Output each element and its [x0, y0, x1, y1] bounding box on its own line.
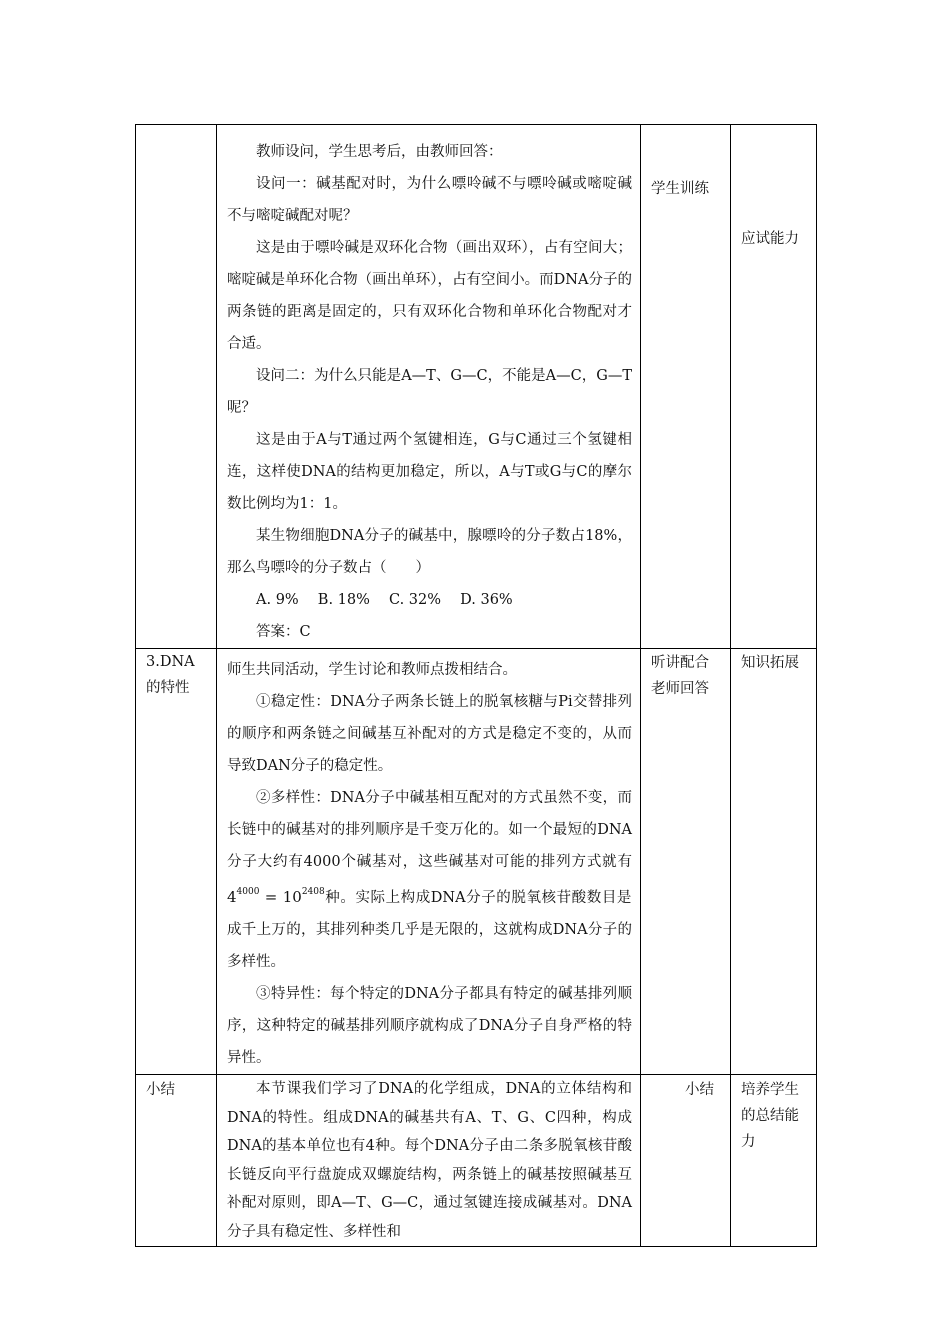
answer-options: A. 9% B. 18% C. 32% D. 36%: [256, 592, 513, 608]
row2-goal: 知识拓展: [741, 655, 799, 671]
lesson-plan-table: [135, 124, 817, 1247]
row3-goal: 培养学生的总结能力: [741, 1082, 799, 1150]
summary-paragraph: 本节课我们学习了DNA的化学组成，DNA的立体结构和DNA的特性。组成DNA的碱基共有A、T、G、C四种，构成DNA的基本单位也有4种。每个DNA分子由二条多脱氧核苷酸长链反向平行盘旋成双螺旋结构，两条链上的碱基按照碱基互补配对原则，即A—T、G—C，通过氢键连接成碱基对。DNA分子具有稳定性、多样性和: [227, 1081, 632, 1240]
table-row: [136, 1075, 817, 1247]
formula: $4^{4000} = 10^{2408}$: [227, 887, 325, 906]
paragraph: 某生物细胞DNA分子的碱基中，腺嘌呤的分子数占18%，那么鸟嘌呤的分子数占（ ）: [227, 528, 632, 576]
row1-goal-cell: [731, 125, 817, 649]
table-row: [136, 125, 817, 649]
row1-step-cell: [136, 125, 217, 649]
row1-student-activity-cell: [641, 125, 731, 649]
answer-key: 答案：C: [256, 624, 311, 640]
paragraph: 师生共同活动，学生讨论和教师点拨相结合。: [227, 662, 517, 678]
row1-goal: 应试能力: [741, 231, 799, 247]
diversity-text-b: 种。实际上构成DNA分子的脱氧核苷酸数目是成千上万的，其排列种类几乎是无限的，这就构成DNA分子的多样性。: [227, 890, 632, 970]
row3-content-cell: [217, 1075, 641, 1247]
row2-student-activity-cell: [641, 649, 731, 1075]
diversity-text-a: ②多样性：DNA分子中碱基相互配对的方式虽然不变，而长链中的碱基对的排列顺序是千变万化的。如一个最短的DNA分子大约有4000个碱基对，这些碱基对可能的排列方式就有: [227, 790, 632, 870]
specificity-paragraph: ③特异性：每个特定的DNA分子都具有特定的碱基排列顺序，这种特定的碱基排列顺序就构成了DNA分子自身严格的特异性。: [227, 986, 632, 1066]
row2-step-label: 3.DNA的特性: [146, 654, 195, 696]
paragraph: 教师设问，学生思考后，由教师回答：: [256, 144, 503, 160]
row2-goal-cell: [731, 649, 817, 1075]
paragraph: 设问二：为什么只能是A—T、G—C，不能是A—C，G—T呢？: [227, 368, 632, 416]
row2-student-activity: 听讲配合老师回答: [651, 655, 709, 697]
row3-goal-cell: [731, 1075, 817, 1247]
stability-paragraph: ①稳定性：DNA分子两条长链上的脱氧核糖与Pi交替排列的顺序和两条链之间碱基互补配对的方式是稳定不变的，从而导致DAN分子的稳定性。: [227, 694, 632, 774]
diversity-paragraph: [227, 782, 632, 978]
row3-step-cell: [136, 1075, 217, 1247]
table-row: [136, 649, 817, 1075]
row3-step-label: 小结: [146, 1082, 175, 1098]
row2-step-cell: [136, 649, 217, 1075]
row3-student-activity: 小结: [685, 1082, 714, 1098]
row1-content-cell: [217, 125, 641, 649]
paragraph: 这是由于A与T通过两个氢键相连，G与C通过三个氢键相连，这样使DNA的结构更加稳定，所以，A与T或G与C的摩尔数比例均为1：1。: [227, 432, 632, 512]
paragraph: 这是由于嘌呤碱是双环化合物（画出双环），占有空间大；嘧啶碱是单环化合物（画出单环），占有空间小。而DNA分子的两条链的距离是固定的，只有双环化合物和单环化合物配对才合适。: [227, 240, 632, 352]
row1-student-activity: 学生训练: [651, 181, 709, 197]
paragraph: 设问一：碱基配对时，为什么嘌呤碱不与嘌呤碱或嘧啶碱不与嘧啶碱配对呢？: [227, 176, 632, 224]
row2-content-cell: [217, 649, 641, 1075]
row3-student-activity-cell: [641, 1075, 731, 1247]
